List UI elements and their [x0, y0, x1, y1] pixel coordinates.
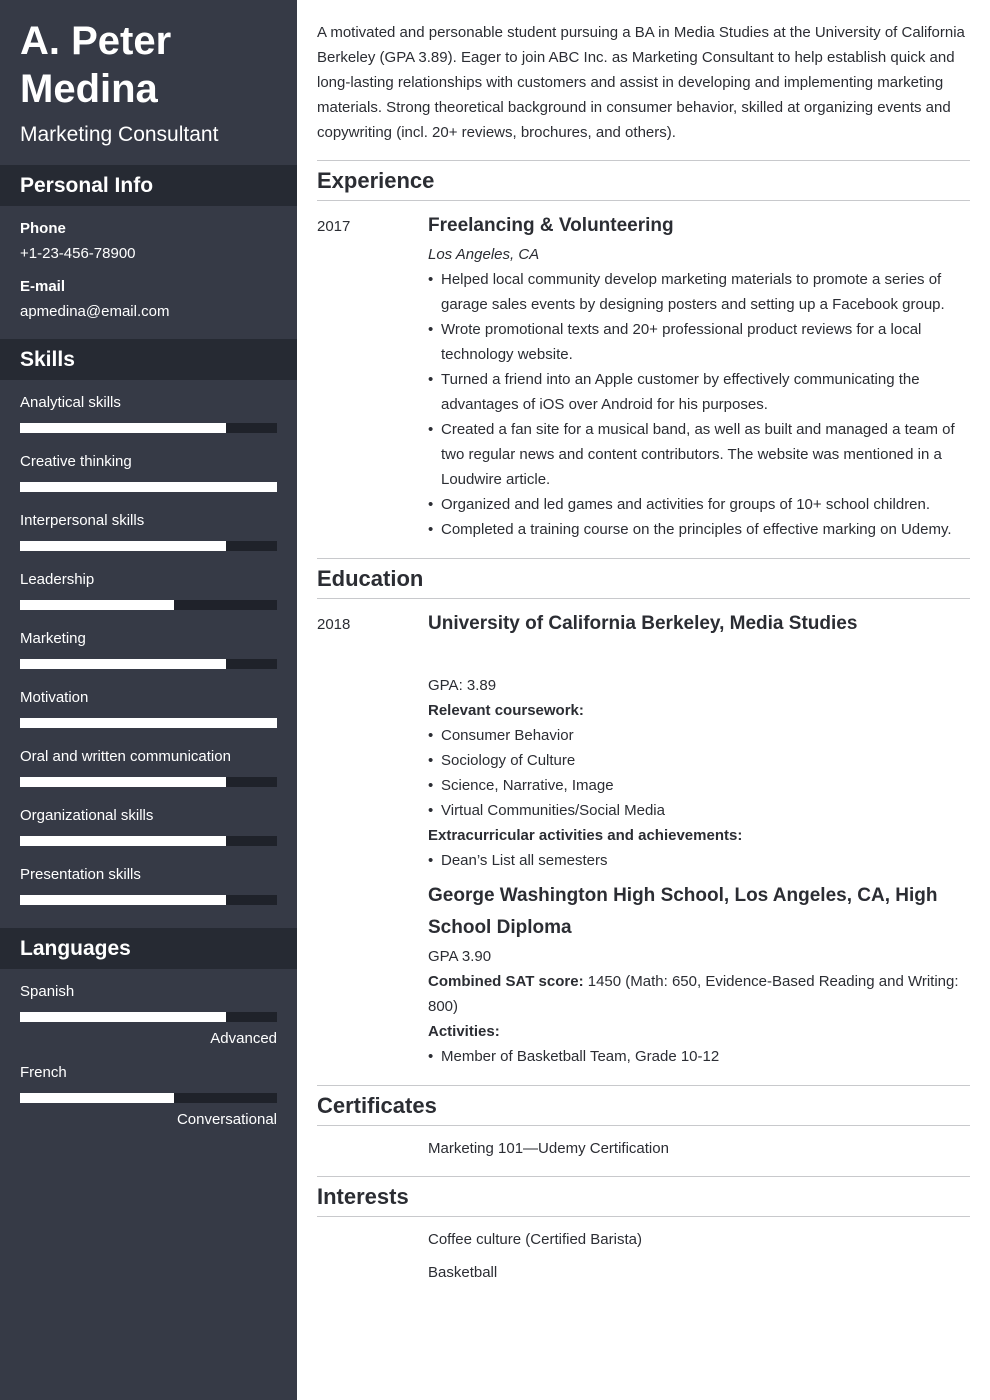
education-date: 2018	[317, 616, 351, 633]
skill-bar-fill	[20, 718, 277, 728]
high-school-title: George Washington High School, Los Angeles, CA, High School Diploma	[428, 885, 938, 938]
skill-bar-fill	[20, 600, 174, 610]
language-label: French	[20, 1064, 67, 1081]
summary: A motivated and personable student pursuing a BA in Media Studies at the University of California Berkeley (GPA 3.89). Eager to join ABC Inc. as Marketing Consultant to help establish quick and long-lasting relationships with customers and assist in developing and implementing marketing materials. Strong theoretical background in consumer behavior, skilled at organizing events and copywriting (incl. 20+ reviews, brochures, and others).	[317, 24, 965, 141]
phone-block	[20, 219, 280, 264]
skill-label: Analytical skills	[20, 394, 121, 411]
education-heading: Education	[317, 558, 970, 599]
bullet-item: • Virtual Communities/Social Media	[428, 798, 970, 823]
skill-bar-fill	[20, 777, 226, 787]
language-level: Conversational	[176, 1111, 277, 1128]
languages-heading: Languages	[0, 928, 297, 969]
certificates-heading: Certificates	[317, 1085, 970, 1126]
skill-item	[20, 629, 277, 649]
language-bar	[20, 1012, 277, 1022]
education-high-school	[428, 880, 970, 1069]
skill-bar-fill	[20, 659, 226, 669]
skill-bar	[20, 423, 277, 433]
experience-title: Freelancing & Volunteering	[428, 215, 674, 236]
skill-label: Interpersonal skills	[20, 512, 145, 529]
candidate-name: A. Peter Medina	[20, 19, 172, 111]
interest-item: Basketball	[428, 1264, 498, 1281]
skill-label: Leadership	[20, 571, 95, 588]
skill-bar	[20, 541, 277, 551]
bullet-item: • Organized and led games and activities for groups of 10+ school children.	[428, 492, 970, 517]
bullet-item: • Science, Narrative, Image	[428, 773, 970, 798]
extracurricular-label: Extracurricular activities and achievements:	[428, 827, 743, 844]
skill-bar-fill	[20, 836, 226, 846]
skills-heading: Skills	[0, 339, 297, 380]
high-school-gpa: GPA 3.90	[428, 948, 492, 965]
skill-bar	[20, 895, 277, 905]
sat-label: Combined SAT score:	[428, 973, 584, 990]
skill-bar-fill	[20, 482, 277, 492]
email-value: apmedina@email.com	[20, 303, 170, 320]
language-item	[20, 1063, 277, 1128]
activities-list	[428, 1044, 970, 1069]
coursework-list	[428, 723, 970, 823]
interests-heading: Interests	[317, 1176, 970, 1217]
skill-bar-fill	[20, 541, 226, 551]
skill-label: Marketing	[20, 630, 86, 647]
bullet-item: • Completed a training course on the principles of effective marking on Udemy.	[428, 517, 970, 542]
phone-label: Phone	[20, 220, 66, 237]
bullet-item: • Wrote promotional texts and 20+ professional product reviews for a local technology website.	[428, 317, 970, 367]
experience-date: 2017	[317, 218, 351, 235]
coursework-label: Relevant coursework:	[428, 702, 584, 719]
language-label: Spanish	[20, 983, 75, 1000]
bullet-item: • Turned a friend into an Apple customer by effectively communicating the advantages of iOS over Android for his purposes.	[428, 367, 970, 417]
skill-label: Creative thinking	[20, 453, 132, 470]
skill-bar-fill	[20, 895, 226, 905]
skill-bar	[20, 482, 277, 492]
skill-label: Motivation	[20, 689, 89, 706]
bullet-item: • Helped local community develop marketing materials to promote a series of garage sales events by designing posters and setting up a Facebook group.	[428, 267, 970, 317]
skill-label: Presentation skills	[20, 866, 141, 883]
extracurricular-list	[428, 848, 970, 873]
personal-info-heading: Personal Info	[0, 165, 297, 206]
experience-entry	[428, 210, 970, 542]
sat-line	[428, 969, 970, 1019]
interest-item: Coffee culture (Certified Barista)	[428, 1231, 642, 1248]
language-bar	[20, 1093, 277, 1103]
skill-item	[20, 393, 277, 413]
university-title: University of California Berkeley, Media Studies	[428, 613, 858, 634]
language-bar-fill	[20, 1093, 174, 1103]
email-block	[20, 277, 280, 322]
experience-bullets	[428, 267, 970, 542]
language-bar-fill	[20, 1012, 226, 1022]
experience-heading: Experience	[317, 160, 970, 201]
skill-label: Organizational skills	[20, 807, 154, 824]
skill-bar-fill	[20, 423, 226, 433]
bullet-item: • Consumer Behavior	[428, 723, 970, 748]
skill-item	[20, 452, 277, 472]
skill-bar	[20, 600, 277, 610]
certificates-list	[428, 1136, 970, 1161]
skill-item	[20, 511, 277, 531]
sat-value: 1450 (Math: 650, Evidence-Based Reading and Writing: 800)	[428, 973, 959, 1015]
activities-label: Activities:	[428, 1023, 500, 1040]
email-label: E-mail	[20, 278, 66, 295]
experience-location: Los Angeles, CA	[428, 246, 540, 263]
bullet-item: • Sociology of Culture	[428, 748, 970, 773]
language-level: Advanced	[210, 1030, 277, 1047]
university-gpa: GPA: 3.89	[428, 677, 497, 694]
skill-bar	[20, 718, 277, 728]
sidebar	[0, 0, 297, 1400]
phone-value: +1-23-456-78900	[20, 245, 136, 262]
skill-bar	[20, 836, 277, 846]
skill-item	[20, 806, 277, 826]
language-item	[20, 982, 277, 1047]
bullet-item: • Created a fan site for a musical band, as well as built and managed a team of two regular news and content contributors. The website was mentioned in a Loudwire article.	[428, 417, 970, 492]
bullet-item: • Member of Basketball Team, Grade 10-12	[428, 1044, 970, 1069]
interests-list	[428, 1227, 970, 1285]
skill-item	[20, 747, 277, 767]
skill-item	[20, 570, 277, 590]
bullet-item: • Dean’s List all semesters	[428, 848, 970, 873]
certificate-item: Marketing 101—Udemy Certification	[428, 1140, 669, 1157]
candidate-role: Marketing Consultant	[20, 123, 219, 146]
skill-label: Oral and written communication	[20, 748, 231, 765]
skill-item	[20, 865, 277, 885]
skill-item	[20, 688, 277, 708]
education-university	[428, 608, 970, 873]
skill-bar	[20, 777, 277, 787]
skill-bar	[20, 659, 277, 669]
